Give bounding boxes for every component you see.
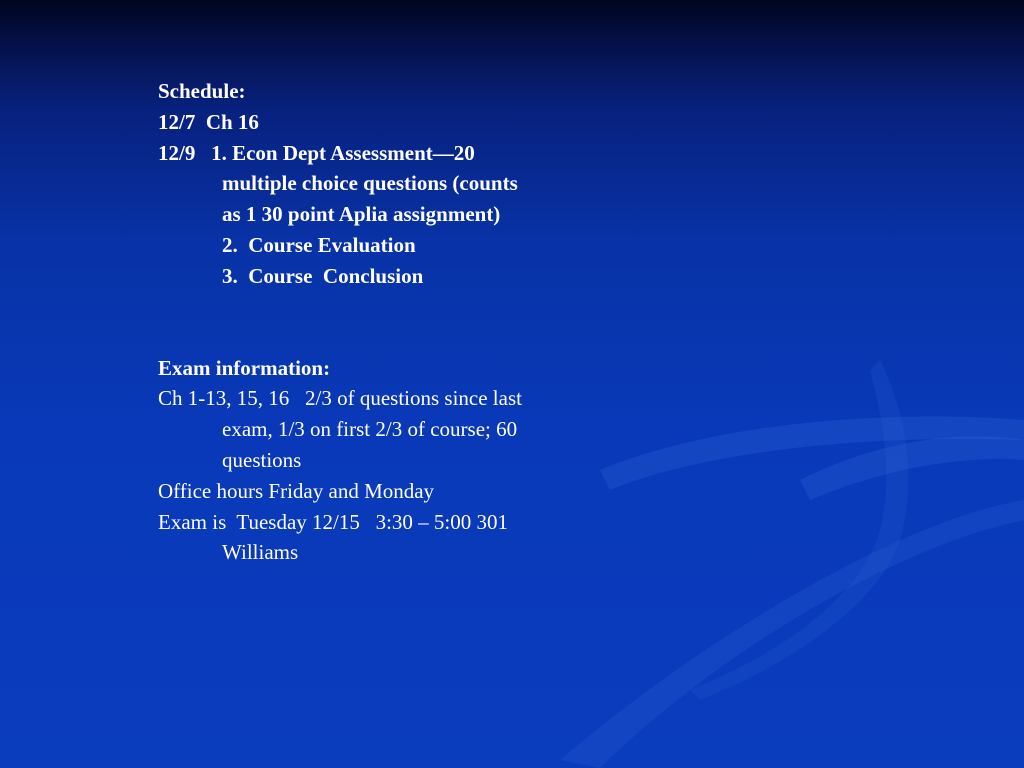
exam-chapters-line: Ch 1-13, 15, 16 2/3 of questions since last (158, 386, 522, 411)
office-hours-line: Office hours Friday and Monday (158, 478, 435, 503)
schedule-item-course-evaluation: 2. Course Evaluation (222, 232, 416, 257)
schedule-line-12-9: 12/9 1. Econ Dept Assessment—20 (158, 140, 475, 165)
schedule-line-12-7: 12/7 Ch 16 (158, 109, 259, 134)
schedule-item-course-conclusion: 3. Course Conclusion (222, 263, 424, 288)
schedule-line-continuation-1: multiple choice questions (counts (222, 171, 518, 196)
schedule-line-continuation-2: as 1 30 point Aplia assignment) (222, 202, 501, 227)
exam-chapters-continuation-2: questions (222, 447, 302, 472)
exam-time-line: Exam is Tuesday 12/15 3:30 – 5:00 301 (158, 509, 509, 534)
exam-chapters-continuation-1: exam, 1/3 on first 2/3 of course; 60 (222, 417, 518, 442)
exam-info-heading: Exam information: (158, 355, 331, 380)
exam-location-continuation: Williams (222, 540, 299, 565)
schedule-heading: Schedule: (158, 79, 246, 103)
section-spacer (158, 292, 618, 353)
slide-text-body (158, 76, 618, 568)
